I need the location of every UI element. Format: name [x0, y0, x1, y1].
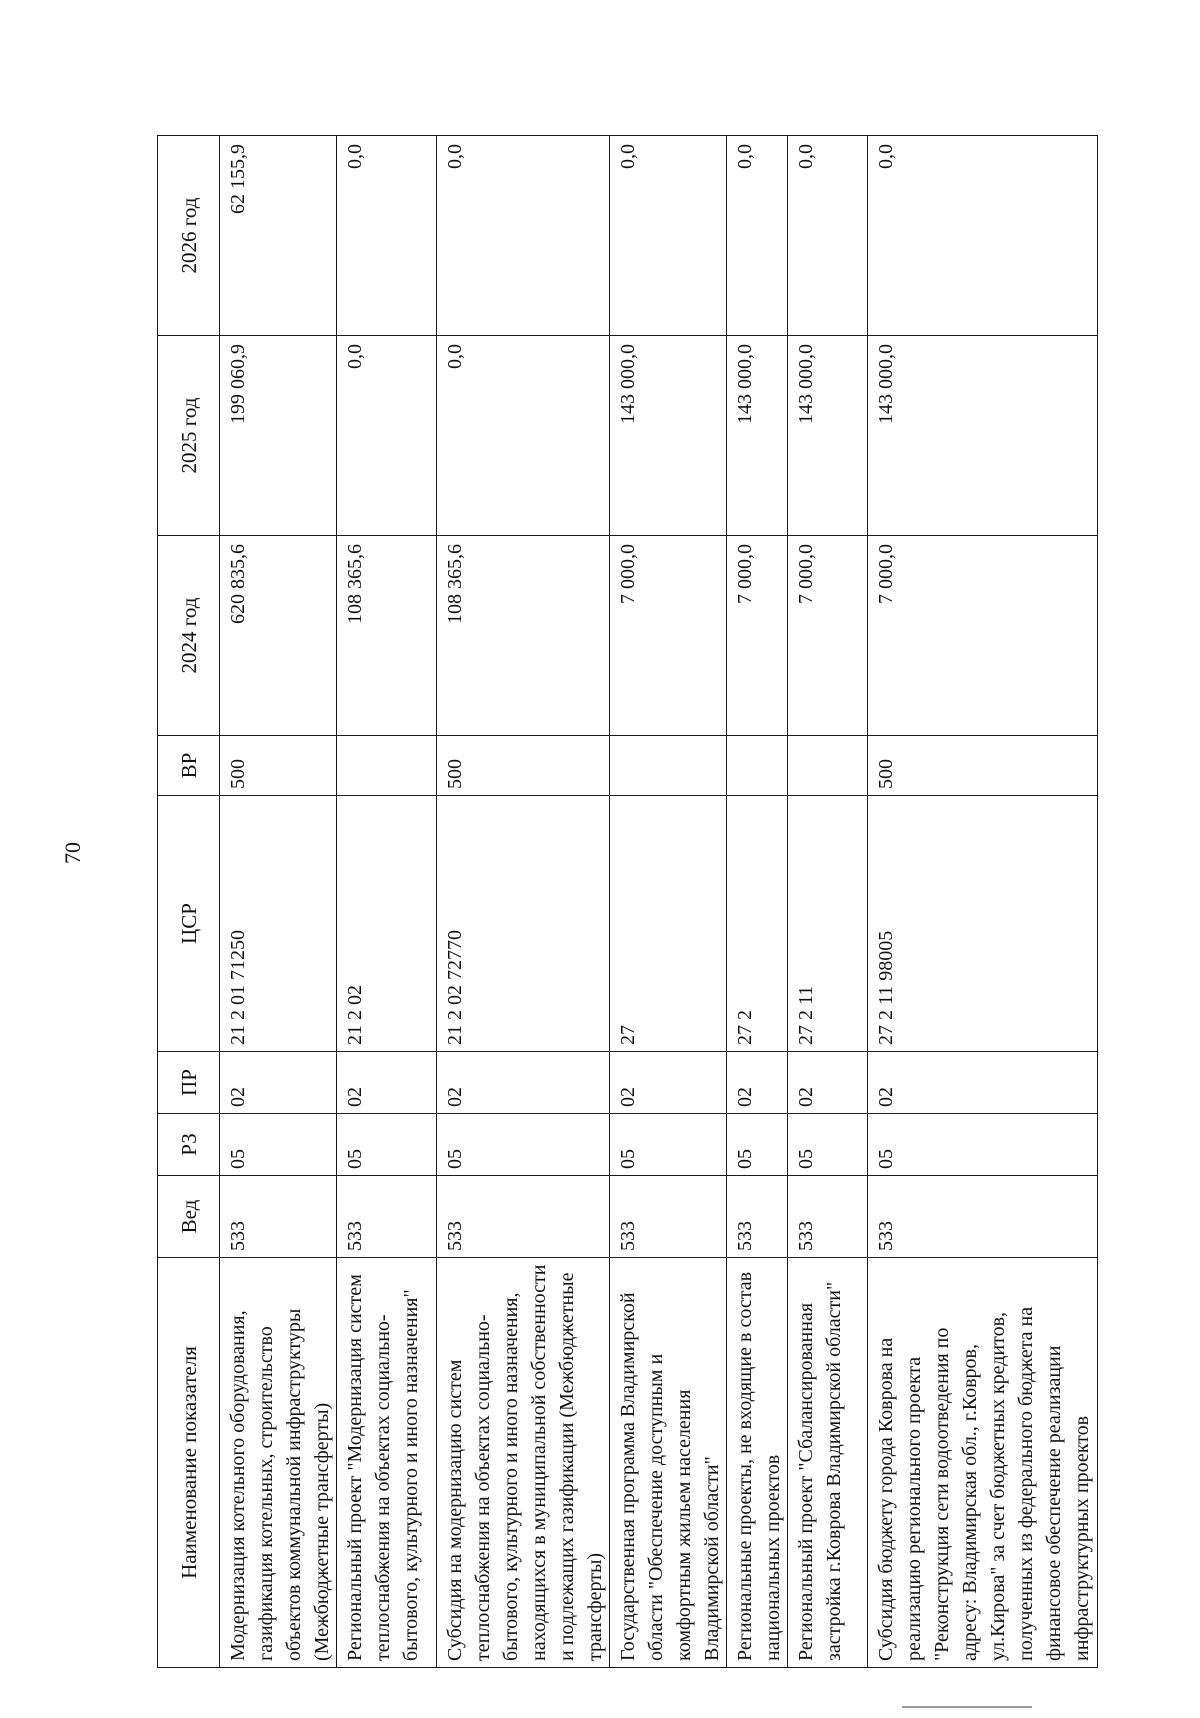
header-vr: ВР	[158, 736, 220, 796]
cell-2025: 199 060,9	[220, 336, 337, 536]
cell-2024: 108 365,6	[437, 536, 610, 736]
cell-vr: 500	[437, 736, 610, 796]
cell-pr: 02	[788, 1052, 868, 1114]
cell-2024: 620 835,6	[220, 536, 337, 736]
cell-2026: 0,0	[437, 136, 610, 336]
cell-ved: 533	[868, 1176, 1098, 1258]
budget-table	[157, 135, 1098, 1668]
cell-ved: 533	[337, 1176, 437, 1258]
cell-2024: 7 000,0	[868, 536, 1098, 736]
header-2026: 2026 год	[158, 136, 220, 336]
cell-2024: 108 365,6	[337, 536, 437, 736]
cell-ved: 533	[610, 1176, 727, 1258]
cell-ved: 533	[788, 1176, 868, 1258]
cell-pr: 02	[337, 1052, 437, 1114]
cell-rz: 05	[437, 1114, 610, 1176]
cell-name: Субсидия на модернизацию систем теплоснабжения на объектах социально-бытового, культурного и иного назначения, находящихся в муниципальной собственности и подлежащих газификации (Межбюджетные трансферты)	[437, 1258, 610, 1668]
cell-csr: 27 2	[727, 796, 788, 1052]
cell-pr: 02	[220, 1052, 337, 1114]
cell-csr: 21 2 01 71250	[220, 796, 337, 1052]
table-row	[437, 136, 610, 1668]
cell-pr: 02	[437, 1052, 610, 1114]
cell-vr	[610, 736, 727, 796]
rotated-table-container	[157, 136, 1093, 1668]
cell-ved: 533	[727, 1176, 788, 1258]
cell-rz: 05	[610, 1114, 727, 1176]
cell-2025: 143 000,0	[727, 336, 788, 536]
cell-csr: 21 2 02	[337, 796, 437, 1052]
cell-2025: 143 000,0	[868, 336, 1098, 536]
cell-2024: 7 000,0	[727, 536, 788, 736]
table-row	[788, 136, 868, 1668]
table-row	[868, 136, 1098, 1668]
cell-name: Региональный проект "Модернизация систем теплоснабжения на объектах социально-бытового, культурного и иного назначения"	[337, 1258, 437, 1668]
cell-csr: 27 2 11 98005	[868, 796, 1098, 1052]
cell-2026: 0,0	[868, 136, 1098, 336]
cell-name: Региональные проекты, не входящие в состав национальных проектов	[727, 1258, 788, 1668]
cell-2026: 0,0	[337, 136, 437, 336]
cell-vr: 500	[868, 736, 1098, 796]
cell-vr	[788, 736, 868, 796]
header-pr: ПР	[158, 1052, 220, 1114]
cell-name: Субсидия бюджету города Коврова на реализацию регионального проекта "Реконструкция сети водоотведения по адресу: Владимирская обл., г.Ковров, ул.Кирова" за счет бюджетных кредитов, полученных из федерального бюджета на финансовое обеспечение реализации инфраструктурных проектов	[868, 1258, 1098, 1668]
cell-rz: 05	[337, 1114, 437, 1176]
cell-ved: 533	[437, 1176, 610, 1258]
cell-name: Модернизация котельного оборудования, газификация котельных, строительство объектов коммунальной инфраструктуры (Межбюджетные трансферты)	[220, 1258, 337, 1668]
header-2025: 2025 год	[158, 336, 220, 536]
cell-ved: 533	[220, 1176, 337, 1258]
cell-pr: 02	[610, 1052, 727, 1114]
cell-name: Региональный проект "Сбалансированная застройка г.Коврова Владимирской области"	[788, 1258, 868, 1668]
cell-vr	[727, 736, 788, 796]
table-row	[220, 136, 337, 1668]
table-row	[727, 136, 788, 1668]
header-2024: 2024 год	[158, 536, 220, 736]
table-row	[337, 136, 437, 1668]
header-csr: ЦСР	[158, 796, 220, 1052]
cell-2025: 0,0	[337, 336, 437, 536]
cell-2025: 143 000,0	[788, 336, 868, 536]
cell-csr: 27 2 11	[788, 796, 868, 1052]
cell-2026: 0,0	[727, 136, 788, 336]
cell-vr: 500	[220, 736, 337, 796]
cell-2024: 7 000,0	[788, 536, 868, 736]
header-name: Наименование показателя	[158, 1258, 220, 1668]
cell-2025: 143 000,0	[610, 336, 727, 536]
cell-csr: 27	[610, 796, 727, 1052]
page-number: 70	[60, 842, 85, 864]
cell-2025: 0,0	[437, 336, 610, 536]
table-header-row	[158, 136, 220, 1668]
cell-rz: 05	[727, 1114, 788, 1176]
cell-2024: 7 000,0	[610, 536, 727, 736]
cell-pr: 02	[868, 1052, 1098, 1114]
table-row	[610, 136, 727, 1668]
cell-2026: 0,0	[788, 136, 868, 336]
cell-rz: 05	[788, 1114, 868, 1176]
cell-rz: 05	[220, 1114, 337, 1176]
scan-artifact-line	[902, 1706, 1032, 1708]
cell-vr	[337, 736, 437, 796]
cell-csr: 21 2 02 72770	[437, 796, 610, 1052]
cell-2026: 0,0	[610, 136, 727, 336]
header-rz: РЗ	[158, 1114, 220, 1176]
header-ved: Вед	[158, 1176, 220, 1258]
cell-2026: 62 155,9	[220, 136, 337, 336]
cell-rz: 05	[868, 1114, 1098, 1176]
cell-name: Государственная программа Владимирской области "Обеспечение доступным и комфортным жильем населения Владимирской области"	[610, 1258, 727, 1668]
cell-pr: 02	[727, 1052, 788, 1114]
